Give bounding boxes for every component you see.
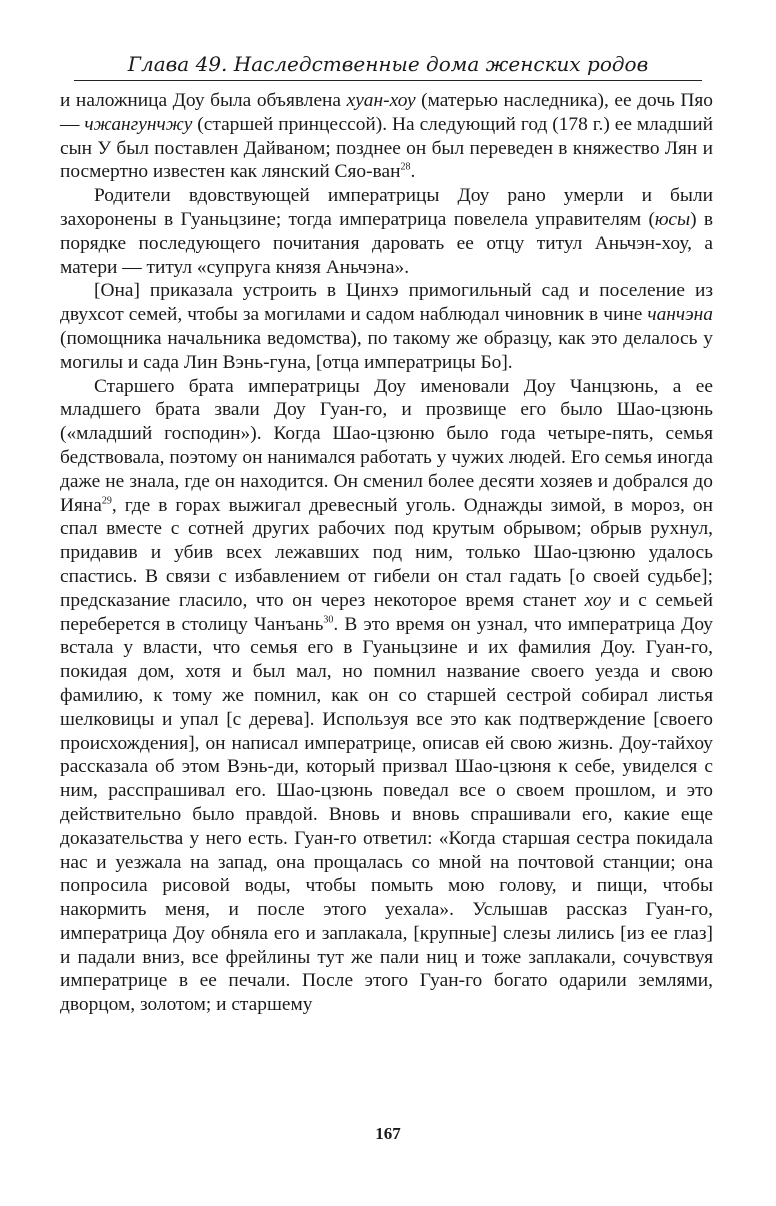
footnote-ref: 28 <box>400 161 411 173</box>
footnote-ref: 30 <box>323 614 334 626</box>
running-head: Глава 49. Наследственные дома женских родов <box>74 52 702 81</box>
text-run: , где в горах выжигал древесный уголь. Однажды зимой, в мороз, он спал вместе с сотней других рабочих под крутым обрывом; обрыв рухнул, придавив и убив всех лежавших под ним, только Шао-цзюню удалось спастись. В связи с избавлением от гибели он стал гадать [о своей судьбе]; предсказание гласило, что он через некоторое время станет <box>60 494 713 611</box>
page-number: 167 <box>375 1124 401 1143</box>
italic-term: хоу <box>584 589 611 611</box>
text-run: (старшей принцессой). На следующий год (178 г.) ее младший сын У был поставлен Дайваном; позднее он был переведен в княжество Лян и посмертно известен как лянский Сяо-ван <box>60 113 713 183</box>
paragraph <box>60 89 713 184</box>
text-run: и наложница Доу была объявлена <box>60 90 347 111</box>
paragraph <box>60 184 713 279</box>
paragraph <box>60 375 713 1018</box>
text-run: (помощника начальника ведомства), по такому же образцу, как это делалось у могилы и сада Лин Вэнь-гуна, [отца императрицы Бо]. <box>60 327 713 373</box>
footnote-ref: 29 <box>101 495 112 507</box>
page <box>60 52 713 1017</box>
paragraph <box>60 279 713 374</box>
text-run: . В это время он узнал, что императрица Доу встала у власти, что семья его в Гуаньцзине и их фамилия Доу. Гуан-го, покидая дом, хотя и был мал, но помнил название своего уезда и свою фамилию, к тому же помнил, как он со старшей сестрой собирал листья шелковицы и упал [с дерева]. Используя все это как подтверждение [своего происхождения], он написал императрице, описав ей свою жизнь. Доу-тайхоу рассказала об этом Вэнь-ди, который призвал Шао-цзюня к себе, увиделся с ним, расспрашивал его. Шао-цзюнь поведал все о своем прошлом, и это действительно было правдой. Вновь и вновь спрашивали его, какие еще доказательства у него есть. Гуан-го ответил: «Когда старшая сестра покидала нас и уезжала на запад, она прощалась со мной на почтовой станции; она попросила рисовой воды, чтобы помыть мою голову, и пищи, чтобы накормить меня, и после этого уехала». Услышав рассказ Гуан-го, императрица Доу обняла его и заплакала, [крупные] слезы лились [из ее глаз] и падали вниз, все фрейлины тут же пали ниц и тоже заплакали, сочувствуя императрице в ее печали. После этого Гуан-го богато одарили землями, дворцом, золотом; и старшему <box>60 613 713 1016</box>
italic-term: чжангунчжу <box>84 113 193 135</box>
body-text <box>60 89 713 1017</box>
text-run: [Она] приказала устроить в Цинхэ примогильный сад и поселение из двухсот семей, чтобы за могилами и садом наблюдал чиновник в чине <box>60 280 713 326</box>
italic-term: хуан-хоу <box>346 90 416 111</box>
text-run: (матерью наследника), ее дочь Пяо — <box>60 90 713 135</box>
text-run: Старшего брата императрицы Доу именовали Доу Чанцзюнь, а ее младшего брата звали Доу Гуан-го, и прозвище его было Шао-цзюнь («младший господин»). Когда Шао-цзюню было года четыре-пять, семья бедствовала, поэтому он нанимался работать у чужих людей. Его семья иногда даже не знала, где он находится. Он сменил более десяти хозяев и добрался до Ияна <box>60 375 713 516</box>
text-run: ) в порядке последующего почитания даровать ее отцу титул Аньчэн-хоу, а матери — титул «супруга князя Аньчэна». <box>60 208 713 278</box>
italic-term: чанчэна <box>647 304 713 326</box>
italic-term: юсы <box>654 208 691 230</box>
text-run: . <box>410 161 416 183</box>
text-run: Родители вдовствующей императрицы Доу рано умерли и были захоронены в Гуаньцзине; тогда императрица повелела управителям ( <box>60 185 713 230</box>
text-run: и с семьей переберется в столицу Чанъань <box>60 589 713 635</box>
